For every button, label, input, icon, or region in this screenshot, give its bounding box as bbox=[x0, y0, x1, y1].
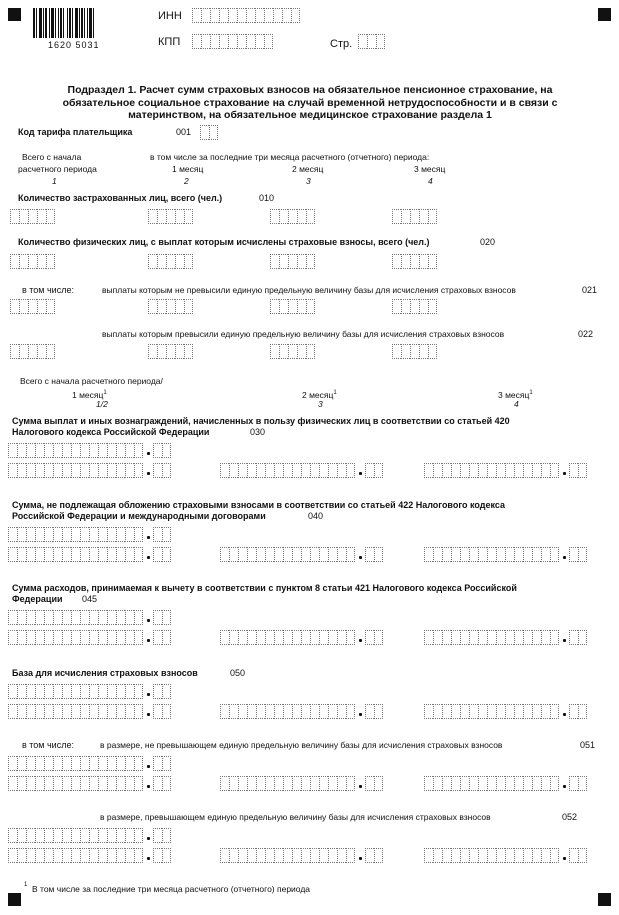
row-040-total-separator bbox=[147, 536, 150, 539]
corner-marker-top-right bbox=[598, 8, 611, 21]
row-050-m3-rub[interactable] bbox=[424, 704, 559, 719]
total-label-2: расчетного периода bbox=[18, 164, 97, 174]
row-051-m1-kop[interactable] bbox=[153, 776, 171, 791]
row-050-m3-separator bbox=[563, 713, 566, 716]
row-052-code: 052 bbox=[562, 812, 578, 822]
row-052-label: в размере, превышающем единую предельную величину базы для исчисления страховых взносов bbox=[100, 812, 491, 822]
row-040-m3-separator bbox=[563, 556, 566, 559]
row-030-label-2: Налогового кодекса Российской Федерации bbox=[12, 427, 210, 437]
row-040-m2-rub[interactable] bbox=[220, 547, 355, 562]
total-label-1: Всего с начала bbox=[22, 152, 82, 162]
m1-label: 1 месяц bbox=[172, 164, 204, 174]
row-022-m2-cells[interactable] bbox=[270, 344, 315, 359]
row-045-m3-rub[interactable] bbox=[424, 630, 559, 645]
row-030-m2-rub[interactable] bbox=[220, 463, 355, 478]
row-030-m1-kop[interactable] bbox=[153, 463, 171, 478]
incl-label-2: в том числе: bbox=[22, 740, 74, 750]
row-051-total-separator bbox=[147, 765, 150, 768]
row-052-total-separator bbox=[147, 837, 150, 840]
inn-label: ИНН bbox=[158, 10, 182, 22]
row-022-label: выплаты которым превысили единую предельную величину базы для исчисления страховых взносов bbox=[102, 329, 505, 339]
row-050-m2-separator bbox=[359, 713, 362, 716]
row-045-m1-kop[interactable] bbox=[153, 630, 171, 645]
row-051-m3-kop[interactable] bbox=[569, 776, 587, 791]
row-052-m1-separator bbox=[147, 857, 150, 860]
row-021-label: выплаты которым не превысили единую предельную величину базы для исчисления страховых взносов bbox=[102, 285, 516, 295]
row-030-m3-separator bbox=[563, 472, 566, 475]
row-050-m1-separator bbox=[147, 713, 150, 716]
row-052-m3-separator bbox=[563, 857, 566, 860]
row-052-total-rub[interactable] bbox=[8, 828, 143, 843]
row-050-code: 050 bbox=[230, 668, 246, 678]
row-045-m1-separator bbox=[147, 639, 150, 642]
row-040-m3-rub[interactable] bbox=[424, 547, 559, 562]
row-040-m1-rub[interactable] bbox=[8, 547, 143, 562]
row-022-total-cells[interactable] bbox=[10, 344, 55, 359]
row-052-total-kop[interactable] bbox=[153, 828, 171, 843]
m2-label: 2 месяц bbox=[292, 164, 324, 174]
period2-total-label: Всего с начала расчетного периода/ bbox=[20, 376, 163, 386]
row-040-total-rub[interactable] bbox=[8, 527, 143, 542]
row-051-label: в размере, не превышающем единую предельную величину базы для исчисления страховых взносов bbox=[100, 740, 503, 750]
period2-m1: 1 месяц$^1$ bbox=[72, 389, 107, 400]
row-051-m2-separator bbox=[359, 785, 362, 788]
period2-m2-num: 3 bbox=[318, 399, 323, 409]
row-010-m2-cells[interactable] bbox=[270, 209, 315, 224]
row-045-total-separator bbox=[147, 619, 150, 622]
row-010-label: Количество застрахованных лиц, всего (чел.) bbox=[18, 193, 223, 203]
row-045-total-kop[interactable] bbox=[153, 610, 171, 625]
row-040-m2-separator bbox=[359, 556, 362, 559]
tariff-code: 001 bbox=[176, 127, 192, 137]
row-051-code: 051 bbox=[580, 740, 596, 750]
row-040-m2-kop[interactable] bbox=[365, 547, 383, 562]
row-050-m1-kop[interactable] bbox=[153, 704, 171, 719]
row-051-total-kop[interactable] bbox=[153, 756, 171, 771]
row-051-m3-separator bbox=[563, 785, 566, 788]
row-021-m2-cells[interactable] bbox=[270, 299, 315, 314]
row-020-total-cells[interactable] bbox=[10, 254, 55, 269]
row-050-total-rub[interactable] bbox=[8, 684, 143, 699]
row-020-m2-cells[interactable] bbox=[270, 254, 315, 269]
row-020-m3-cells[interactable] bbox=[392, 254, 437, 269]
row-030-m1-rub[interactable] bbox=[8, 463, 143, 478]
row-030-m3-rub[interactable] bbox=[424, 463, 559, 478]
m2-num: 3 bbox=[306, 176, 311, 186]
period2-m2: 2 месяц$^1$ bbox=[302, 389, 337, 400]
corner-marker-bottom-right bbox=[598, 893, 611, 906]
barcode bbox=[33, 8, 113, 38]
row-052-m2-kop[interactable] bbox=[365, 848, 383, 863]
barcode-numbers: 1620 5031 bbox=[48, 40, 100, 50]
period2-m1-num: 1/2 bbox=[96, 399, 108, 409]
kpp-cells[interactable] bbox=[192, 34, 273, 49]
row-030-m3-kop[interactable] bbox=[569, 463, 587, 478]
row-051-m1-rub[interactable] bbox=[8, 776, 143, 791]
row-020-code: 020 bbox=[480, 237, 496, 247]
row-040-m1-separator bbox=[147, 556, 150, 559]
corner-marker-top-left bbox=[8, 8, 21, 21]
corner-marker-bottom-left bbox=[8, 893, 21, 906]
kpp-label: КПП bbox=[158, 36, 181, 48]
row-052-m3-rub[interactable] bbox=[424, 848, 559, 863]
row-021-total-cells[interactable] bbox=[10, 299, 55, 314]
row-050-label: База для исчисления страховых взносов bbox=[12, 668, 198, 678]
row-045-m2-rub[interactable] bbox=[220, 630, 355, 645]
row-030-total-rub[interactable] bbox=[8, 443, 143, 458]
row-051-m2-kop[interactable] bbox=[365, 776, 383, 791]
row-040-m1-kop[interactable] bbox=[153, 547, 171, 562]
row-021-m3-cells[interactable] bbox=[392, 299, 437, 314]
inn-cells[interactable] bbox=[192, 8, 300, 23]
tariff-cells[interactable] bbox=[200, 125, 218, 140]
row-010-m1-cells[interactable] bbox=[148, 209, 193, 224]
row-052-m3-kop[interactable] bbox=[569, 848, 587, 863]
row-052-m1-kop[interactable] bbox=[153, 848, 171, 863]
period2-m3-num: 4 bbox=[514, 399, 519, 409]
row-045-m1-rub[interactable] bbox=[8, 630, 143, 645]
row-030-m1-separator bbox=[147, 472, 150, 475]
row-020-label: Количество физических лиц, с выплат которым исчислены страховые взносы, всего (чел.) bbox=[18, 237, 430, 247]
row-010-code: 010 bbox=[259, 193, 275, 203]
row-040-code: 040 bbox=[308, 511, 324, 521]
row-020-m1-cells[interactable] bbox=[148, 254, 193, 269]
row-045-m3-kop[interactable] bbox=[569, 630, 587, 645]
row-045-label-2: Федерации bbox=[12, 594, 63, 604]
row-030-total-separator bbox=[147, 452, 150, 455]
row-050-m3-kop[interactable] bbox=[569, 704, 587, 719]
row-030-m2-separator bbox=[359, 472, 362, 475]
footnote-num: 1 bbox=[24, 882, 28, 888]
incl-label: в том числе за последние три месяца расчетного (отчетного) периода: bbox=[150, 152, 430, 162]
row-050-m1-rub[interactable] bbox=[8, 704, 143, 719]
row-051-total-rub[interactable] bbox=[8, 756, 143, 771]
m3-label: 3 месяц bbox=[414, 164, 446, 174]
row-050-m2-kop[interactable] bbox=[365, 704, 383, 719]
row-045-m2-separator bbox=[359, 639, 362, 642]
row-022-m1-cells[interactable] bbox=[148, 344, 193, 359]
row-040-total-kop[interactable] bbox=[153, 527, 171, 542]
row-021-code: 021 bbox=[582, 285, 598, 295]
row-052-m2-separator bbox=[359, 857, 362, 860]
footnote-text: В том числе за последние три месяца расчетного (отчетного) периода bbox=[32, 884, 311, 894]
row-030-label-1: Сумма выплат и иных вознаграждений, начисленных в пользу физических лиц в соответствии со статьей 420 bbox=[12, 416, 510, 426]
row-030-code: 030 bbox=[250, 427, 266, 437]
row-045-m3-separator bbox=[563, 639, 566, 642]
page-label: Стр. bbox=[330, 38, 353, 50]
incl-label-1: в том числе: bbox=[22, 285, 74, 295]
row-030-m2-kop[interactable] bbox=[365, 463, 383, 478]
row-050-total-kop[interactable] bbox=[153, 684, 171, 699]
row-045-label-1: Сумма расходов, принимаемая к вычету в соответствии с пунктом 8 статьи 421 Налогового кодекса Российской bbox=[12, 583, 517, 593]
page-title: Подраздел 1. Расчет сумм страховых взносов на обязательное пенсионное страхование, на обязательное социальное страхование на случай временной нетрудоспособности и в связи с материнством, на обязательное медицинское страхование раздела 1 bbox=[62, 84, 558, 121]
row-051-m2-rub[interactable] bbox=[220, 776, 355, 791]
row-045-total-rub[interactable] bbox=[8, 610, 143, 625]
row-050-m2-rub[interactable] bbox=[220, 704, 355, 719]
row-052-m1-rub[interactable] bbox=[8, 848, 143, 863]
total-num: 1 bbox=[52, 176, 57, 186]
row-040-label-2: Российской Федерации и международными договорами bbox=[12, 511, 266, 521]
row-021-m1-cells[interactable] bbox=[148, 299, 193, 314]
row-045-code: 045 bbox=[82, 594, 98, 604]
row-040-label-1: Сумма, не подлежащая обложению страховыми взносами в соответствии со статьей 422 Налогового кодекса bbox=[12, 500, 505, 510]
row-052-m2-rub[interactable] bbox=[220, 848, 355, 863]
row-051-m3-rub[interactable] bbox=[424, 776, 559, 791]
row-010-total-cells[interactable] bbox=[10, 209, 55, 224]
row-045-m2-kop[interactable] bbox=[365, 630, 383, 645]
row-022-code: 022 bbox=[578, 329, 594, 339]
m3-num: 4 bbox=[428, 176, 433, 186]
row-010-m3-cells[interactable] bbox=[392, 209, 437, 224]
m1-num: 2 bbox=[184, 176, 189, 186]
tariff-label: Код тарифа плательщика bbox=[18, 127, 133, 137]
period2-m3: 3 месяц$^1$ bbox=[498, 389, 533, 400]
row-022-m3-cells[interactable] bbox=[392, 344, 437, 359]
page-cells[interactable] bbox=[358, 34, 385, 49]
row-030-total-kop[interactable] bbox=[153, 443, 171, 458]
row-040-m3-kop[interactable] bbox=[569, 547, 587, 562]
row-050-total-separator bbox=[147, 693, 150, 696]
row-051-m1-separator bbox=[147, 785, 150, 788]
